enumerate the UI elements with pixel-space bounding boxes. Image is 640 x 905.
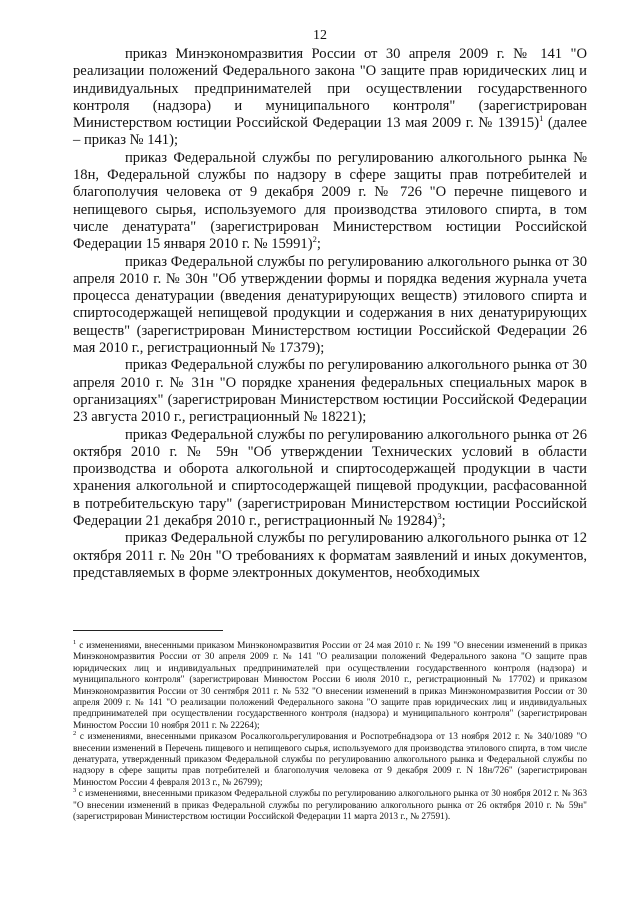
footnote-marker: 1 <box>73 639 77 646</box>
footnote-2 <box>73 732 587 789</box>
paragraph-text: приказ Федеральной службы по регулированию алкогольного рынка от 26 октября 2010 г. № 59н "Об утверждении Технических условий в области производства и оборота алкогольной и спиртосодержащей продукции в части хранения алкогольной и спиртосодержащей пищевой продукции, расфасованной в потребительскую тару" (зарегистрирован Министерством юстиции Российской Федерации 21 декабря 2010 г., регистрационный № 19284) <box>73 426 587 530</box>
paragraph-text: приказ Федеральной службы по регулированию алкогольного рынка от 30 апреля 2010 г. № 30н "Об утверждении формы и порядка ведения журнала учета процесса денатурации (введения денатурирующих веществ) этилового спирта и спиртосодержащей непищевой продукции и содержания в них денатурирующих веществ" (зарегистрирован Министерством юстиции Российской Федерации 26 мая 2010 г., регистрационный № 17379); <box>73 253 587 357</box>
footnote-text: с изменениями, внесенными приказом Федеральной службы по регулированию алкогольного рынка от 30 ноября 2012 г. № 363 "О внесении изменений в приказ Федеральной службы по регулированию алкогольного рынка от 26 октября 2010 г. № 59н" (зарегистрирован Министерством юстиции Российской Федерации 11 марта 2013 г., № 27591). <box>73 789 587 823</box>
paragraph-tail: ; <box>441 513 446 530</box>
paragraph-order-59n <box>73 427 587 531</box>
paragraph-tail: ; <box>316 236 321 253</box>
footnote-3 <box>73 789 587 823</box>
paragraph-text: приказ Федеральной службы по регулированию алкогольного рынка от 30 апреля 2010 г. № 31н "О порядке хранения федеральных специальных марок в организациях" (зарегистрирован Министерством юстиции Российской Федерации 23 августа 2010 г., регистрационный № 18221); <box>73 357 587 426</box>
page-number: 12 <box>313 28 327 43</box>
footnote-marker: 3 <box>73 787 77 795</box>
paragraph-text: приказ Федеральной службы по регулированию алкогольного рынка от 12 октября 2011 г. № 20н "О требованиях к форматам заявлений и иных документов, представляемых в форме электронных документов, необходимых <box>73 530 587 581</box>
footnote-text: с изменениями, внесенными приказом Росалкогольрегулирования и Роспотребнадзора от 13 ноября 2012 г. № 340/1089 "О внесении изменений в Перечень пищевого и непищевого сырья, используемого для производства этилового спирта, в том числе денатурата, утвержденный приказом Федеральной службы по регулированию алкогольного рынка и Федеральной службы по надзору в сфере защиты прав потребителей и благополучия человека от 9 декабря 2009 г. N 18н/726" (зарегистрирован Минюстом России 4 февраля 2013 г., № 26799); <box>73 732 587 788</box>
paragraph-order-20n <box>73 530 587 582</box>
paragraph-order-18n <box>73 150 587 254</box>
footnote-ref[interactable]: 1 <box>539 113 544 124</box>
footnote-separator <box>73 630 223 631</box>
footnote-ref[interactable]: 2 <box>312 234 317 245</box>
footnote-1 <box>73 641 587 732</box>
main-text <box>73 46 587 582</box>
footnote-ref[interactable]: 3 <box>437 511 442 522</box>
paragraph-order-31n <box>73 357 587 426</box>
footnote-marker: 2 <box>73 730 77 738</box>
paragraph-order-141 <box>73 46 587 150</box>
paragraph-tail: (далее – приказ № 141); <box>73 115 587 149</box>
footnotes <box>73 641 587 824</box>
paragraph-text: приказ Минэкономразвития России от 30 апреля 2009 г. № 141 "О реализации положений Федерального закона "О защите прав юридических лиц и индивидуальных предпринимателей при осуществлении государственного контроля (надзора) и муниципального контроля" (зарегистрирован Министерством юстиции Российской Федерации 13 мая 2009 г. № 13915) <box>73 46 587 132</box>
paragraph-order-30n <box>73 254 587 358</box>
paragraph-text: приказ Федеральной службы по регулированию алкогольного рынка № 18н, Федеральной службы по надзору в сфере защиты прав потребителей и благополучия человека от 9 декабря 2009 г. № 726 "О перечне пищевого и непищевого сырья, используемого для производства этилового спирта, в том числе денатурата" (зарегистрирован Министерством юстиции Российской Федерации 15 января 2010 г. № 15991) <box>73 149 587 253</box>
footnote-text: с изменениями, внесенными приказом Минэкономразвития России от 24 мая 2010 г. № 199 "О внесении изменений в приказ Минэкономразвития России от 30 апреля 2009 г. № 141 "О реализации положений Федерального закона "О защите прав юридических лиц и индивидуальных предпринимателей при осуществлении государственного контроля (надзора) и муниципального контроля" (зарегистрирован Минюстом России 6 июля 2010 г., регистрационный № 17702) и приказом Минэкономразвития России от 30 сентября 2011 г. № 532 "О внесении изменений в приказ Минэкономразвития России от 30 апреля 2009 г. № 141 "О реализации положений Федерального закона "О защите прав юридических лиц и индивидуальных предпринимателей при осуществлении государственного контроля (надзора) и муниципального контроля" (зарегистрирован Минюстом России 10 ноября 2011 г. № 22264); <box>73 641 587 731</box>
